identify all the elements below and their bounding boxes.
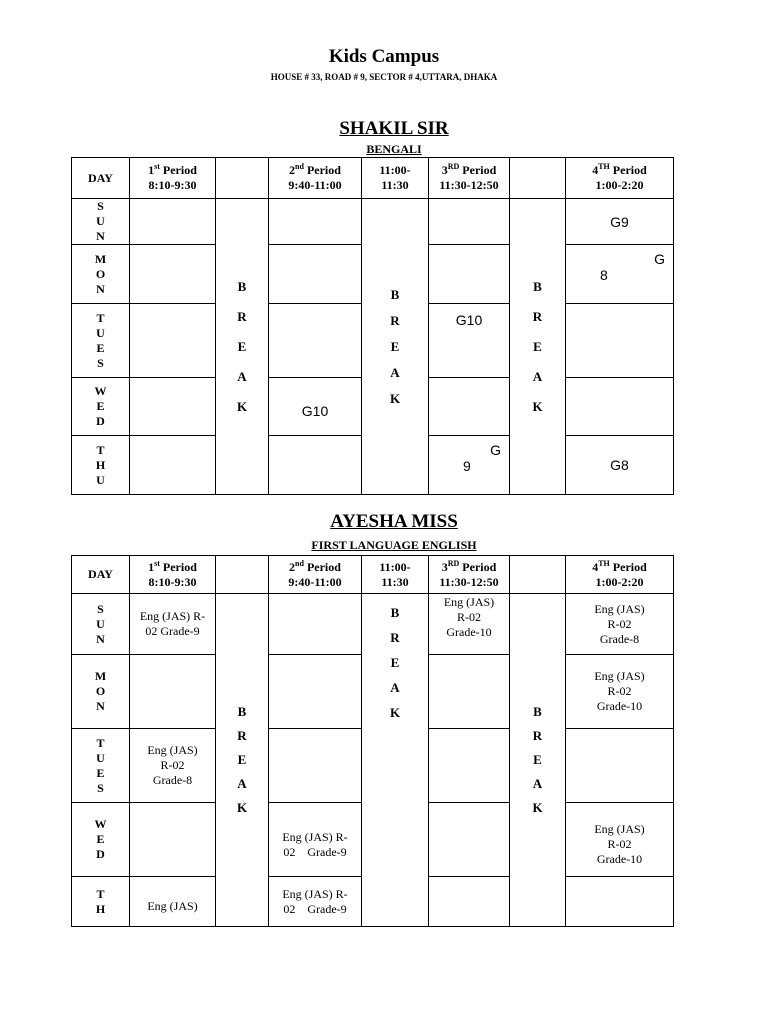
day-header: DAY: [72, 158, 130, 199]
cell: [429, 803, 510, 877]
cell: [566, 729, 674, 803]
break-column: B R E A K: [216, 199, 269, 495]
header-row: [72, 556, 674, 594]
cell: [130, 655, 216, 729]
cell: [130, 378, 216, 436]
cell: Eng (JAS) R-02 Grade-10: [429, 594, 510, 655]
day-label: T H: [72, 877, 130, 927]
cell: [429, 378, 510, 436]
period-4-header: 4TH Period 1:00-2:20: [566, 556, 674, 594]
subject-name: FIRST LANGUAGE ENGLISH: [311, 538, 477, 552]
cell: Eng (JAS) R- 02 Grade-9: [130, 594, 216, 655]
cell: [269, 304, 362, 378]
break-header-1: [216, 158, 269, 199]
cell: G10: [429, 304, 510, 378]
cell: [269, 594, 362, 655]
day-label: T U E S: [72, 304, 130, 378]
cell: G 9: [429, 436, 510, 495]
cell: [130, 436, 216, 495]
cell: G9: [566, 199, 674, 245]
cell: [269, 729, 362, 803]
cell: G 8: [566, 245, 674, 304]
cell: [429, 877, 510, 927]
period-1-header: 1st Period 8:10-9:30: [130, 158, 216, 199]
teacher-name: SHAKIL SIR: [339, 118, 449, 139]
day-label: W E D: [72, 378, 130, 436]
day-label: S U N: [72, 199, 130, 245]
break-header-2: [510, 158, 566, 199]
school-address: HOUSE # 33, ROAD # 9, SECTOR # 4,UTTARA, DHAKA: [270, 72, 498, 82]
cell: [566, 877, 674, 927]
break-column: B R E A K: [510, 594, 566, 927]
header-row: [72, 158, 674, 199]
break-header-1: [216, 556, 269, 594]
day-label: T U E S: [72, 729, 130, 803]
cell: [566, 378, 674, 436]
break-column: B R E A K: [510, 199, 566, 495]
cell: Eng (JAS) R-02 Grade-10: [566, 655, 674, 729]
day-header: DAY: [72, 556, 130, 594]
period-3-header: 3RD Period 11:30-12:50: [429, 158, 510, 199]
day-label: M O N: [72, 655, 130, 729]
cell: [130, 199, 216, 245]
day-row-sun: [72, 594, 674, 655]
cell: [130, 803, 216, 877]
day-label: T H U: [72, 436, 130, 495]
period-1-header: 1st Period 8:10-9:30: [130, 556, 216, 594]
cell: [429, 199, 510, 245]
cell: Eng (JAS) R- 02 Grade-9: [269, 803, 362, 877]
timetable-shakil: [71, 157, 674, 495]
cell: Eng (JAS) R- 02 Grade-9: [269, 877, 362, 927]
subject-name: BENGALI: [366, 142, 422, 156]
cell: [269, 199, 362, 245]
day-label: S U N: [72, 594, 130, 655]
day-row-sun: [72, 199, 674, 245]
break-column: B R E A K: [362, 199, 429, 495]
cell: [429, 245, 510, 304]
cell: Eng (JAS) R-02 Grade-8: [130, 729, 216, 803]
break-column: B R E A K: [216, 594, 269, 927]
cell: G10: [269, 378, 362, 436]
cell: [566, 304, 674, 378]
cell: Eng (JAS) R-02 Grade-10: [566, 803, 674, 877]
cell: [130, 245, 216, 304]
cell: Eng (JAS) R-02 Grade-8: [566, 594, 674, 655]
cell: G8: [566, 436, 674, 495]
period-3-header: 3RD Period 11:30-12:50: [429, 556, 510, 594]
day-label: M O N: [72, 245, 130, 304]
day-label: W E D: [72, 803, 130, 877]
cell: Eng (JAS): [130, 877, 216, 927]
timetable-ayesha: [71, 555, 674, 927]
break-column: B R E A K: [362, 594, 429, 927]
cell: [429, 655, 510, 729]
cell: [269, 436, 362, 495]
period-2-header: 2nd Period 9:40-11:00: [269, 158, 362, 199]
midbreak-header: 11:00- 11:30: [362, 556, 429, 594]
break-header-2: [510, 556, 566, 594]
period-4-header: 4TH Period 1:00-2:20: [566, 158, 674, 199]
cell: [269, 655, 362, 729]
school-name: Kids Campus: [328, 46, 440, 67]
cell: [130, 304, 216, 378]
teacher-name: AYESHA MISS: [330, 511, 458, 532]
midbreak-header: 11:00- 11:30: [362, 158, 429, 199]
cell: [269, 245, 362, 304]
period-2-header: 2nd Period 9:40-11:00: [269, 556, 362, 594]
cell: [429, 729, 510, 803]
